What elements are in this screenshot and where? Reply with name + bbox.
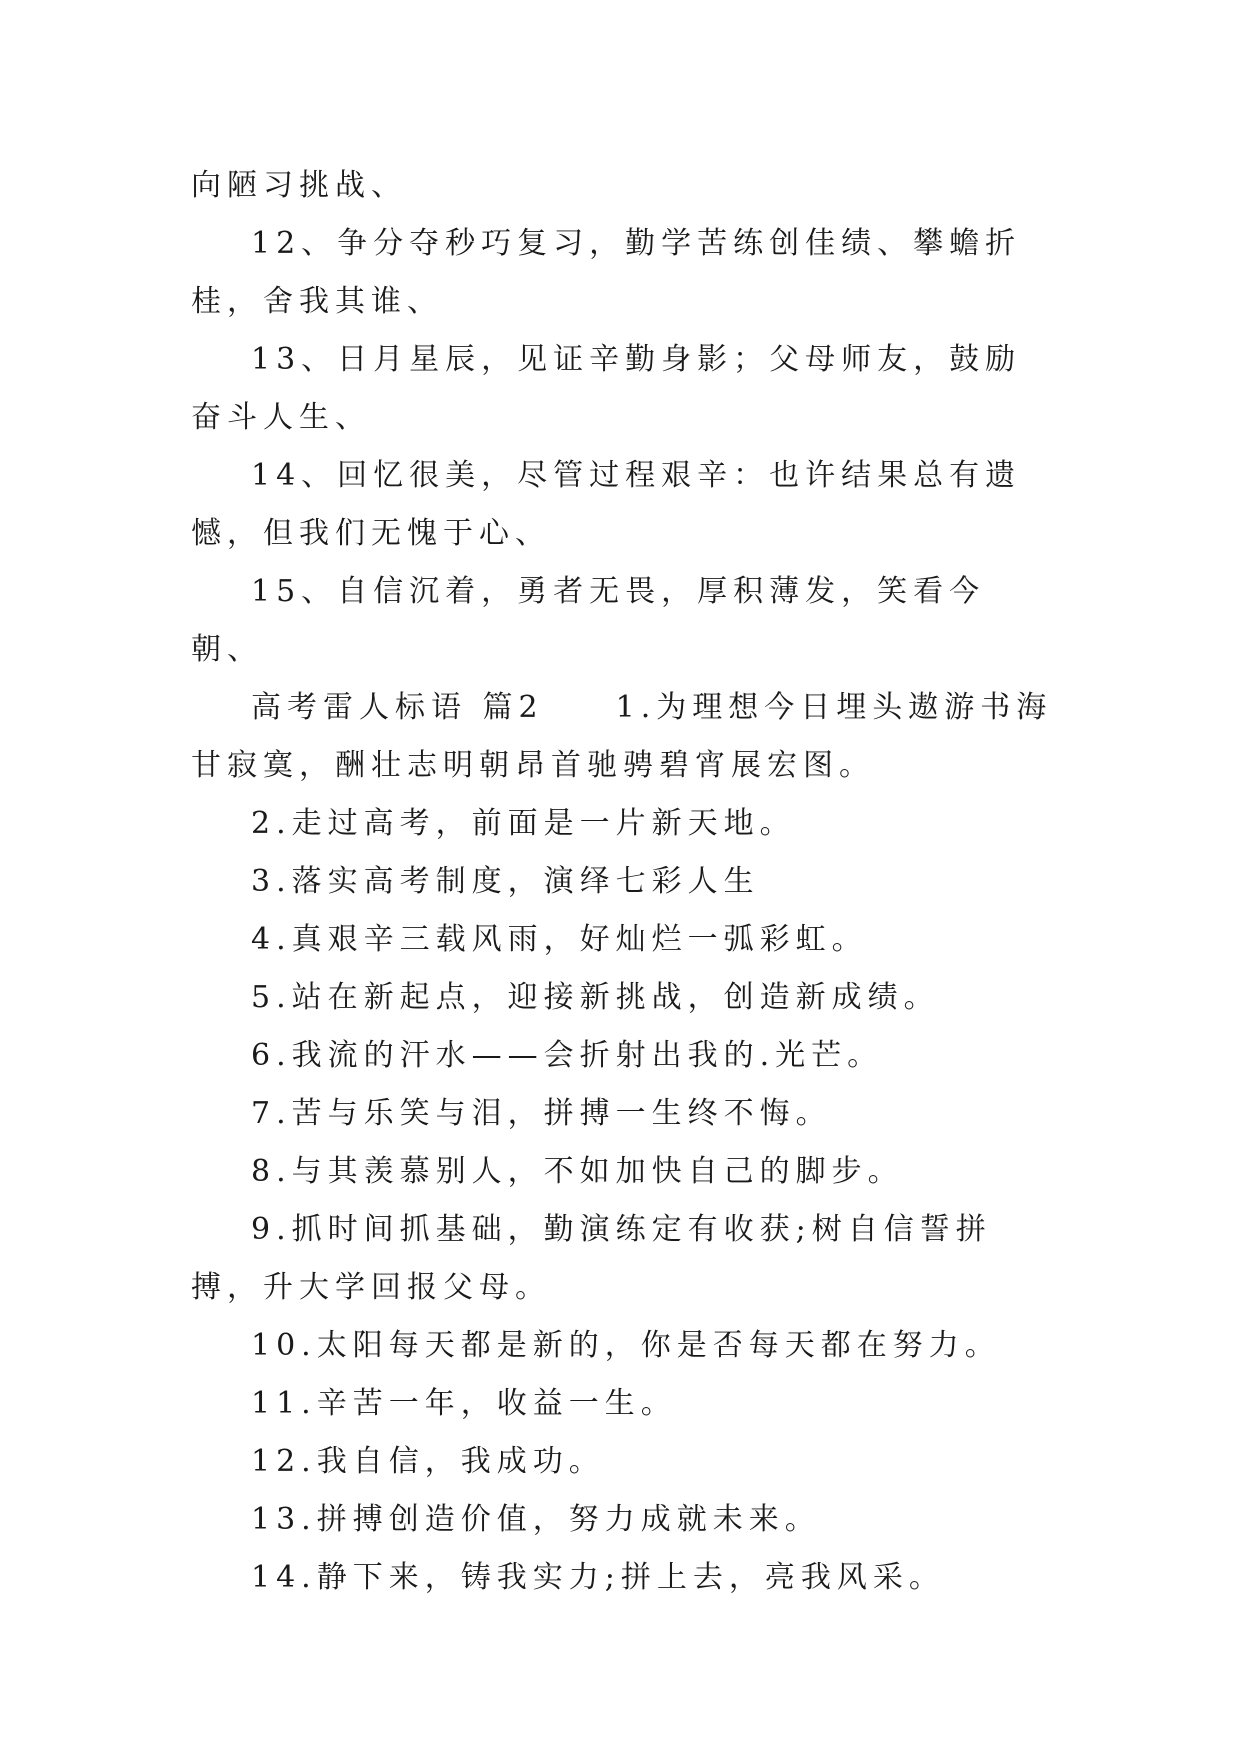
paragraph: 13、日月星辰，见证辛勤身影；父母师友，鼓励奋斗人生、 xyxy=(191,342,1022,435)
paragraph: 2.走过高考，前面是一片新天地。 xyxy=(251,806,796,841)
paragraph: 15、自信沉着，勇者无畏，厚积薄发，笑看今朝、 xyxy=(191,574,986,667)
paragraph: 8.与其羡慕别人，不如加快自己的脚步。 xyxy=(251,1154,904,1189)
paragraph: 10.太阳每天都是新的，你是否每天都在努力。 xyxy=(251,1328,1001,1363)
paragraph: 3.落实高考制度，演绎七彩人生 xyxy=(251,864,760,899)
paragraph: 7.苦与乐笑与泪，拼搏一生终不悔。 xyxy=(251,1096,832,1131)
paragraph: 5.站在新起点，迎接新挑战，创造新成绩。 xyxy=(251,980,940,1015)
paragraph: 14、回忆很美，尽管过程艰辛：也许结果总有遗憾，但我们无愧于心、 xyxy=(191,458,1022,551)
paragraph: 12、争分夺秒巧复习，勤学苦练创佳绩、攀蟾折桂，舍我其谁、 xyxy=(191,226,1022,319)
paragraph: 6.我流的汗水——会折射出我的.光芒。 xyxy=(251,1038,884,1073)
document-body xyxy=(191,157,1053,1607)
paragraph: 9.抓时间抓基础，勤演练定有收获;树自信誓拼搏，升大学回报父母。 xyxy=(191,1212,992,1305)
paragraph: 11.辛苦一年，收益一生。 xyxy=(251,1386,677,1421)
paragraph: 向陋习挑战、 xyxy=(191,168,407,203)
paragraph: 13.拼搏创造价值，努力成就未来。 xyxy=(251,1502,821,1537)
paragraph: 14.静下来，铸我实力;拼上去，亮我风采。 xyxy=(251,1560,945,1595)
section-heading-paragraph: 高考雷人标语 篇2 1.为理想今日埋头遨游书海甘寂寞，酬壮志明朝昂首驰骋碧宵展宏图。 xyxy=(191,690,1053,783)
paragraph: 4.真艰辛三载风雨，好灿烂一弧彩虹。 xyxy=(251,922,868,957)
paragraph: 12.我自信，我成功。 xyxy=(251,1444,605,1479)
